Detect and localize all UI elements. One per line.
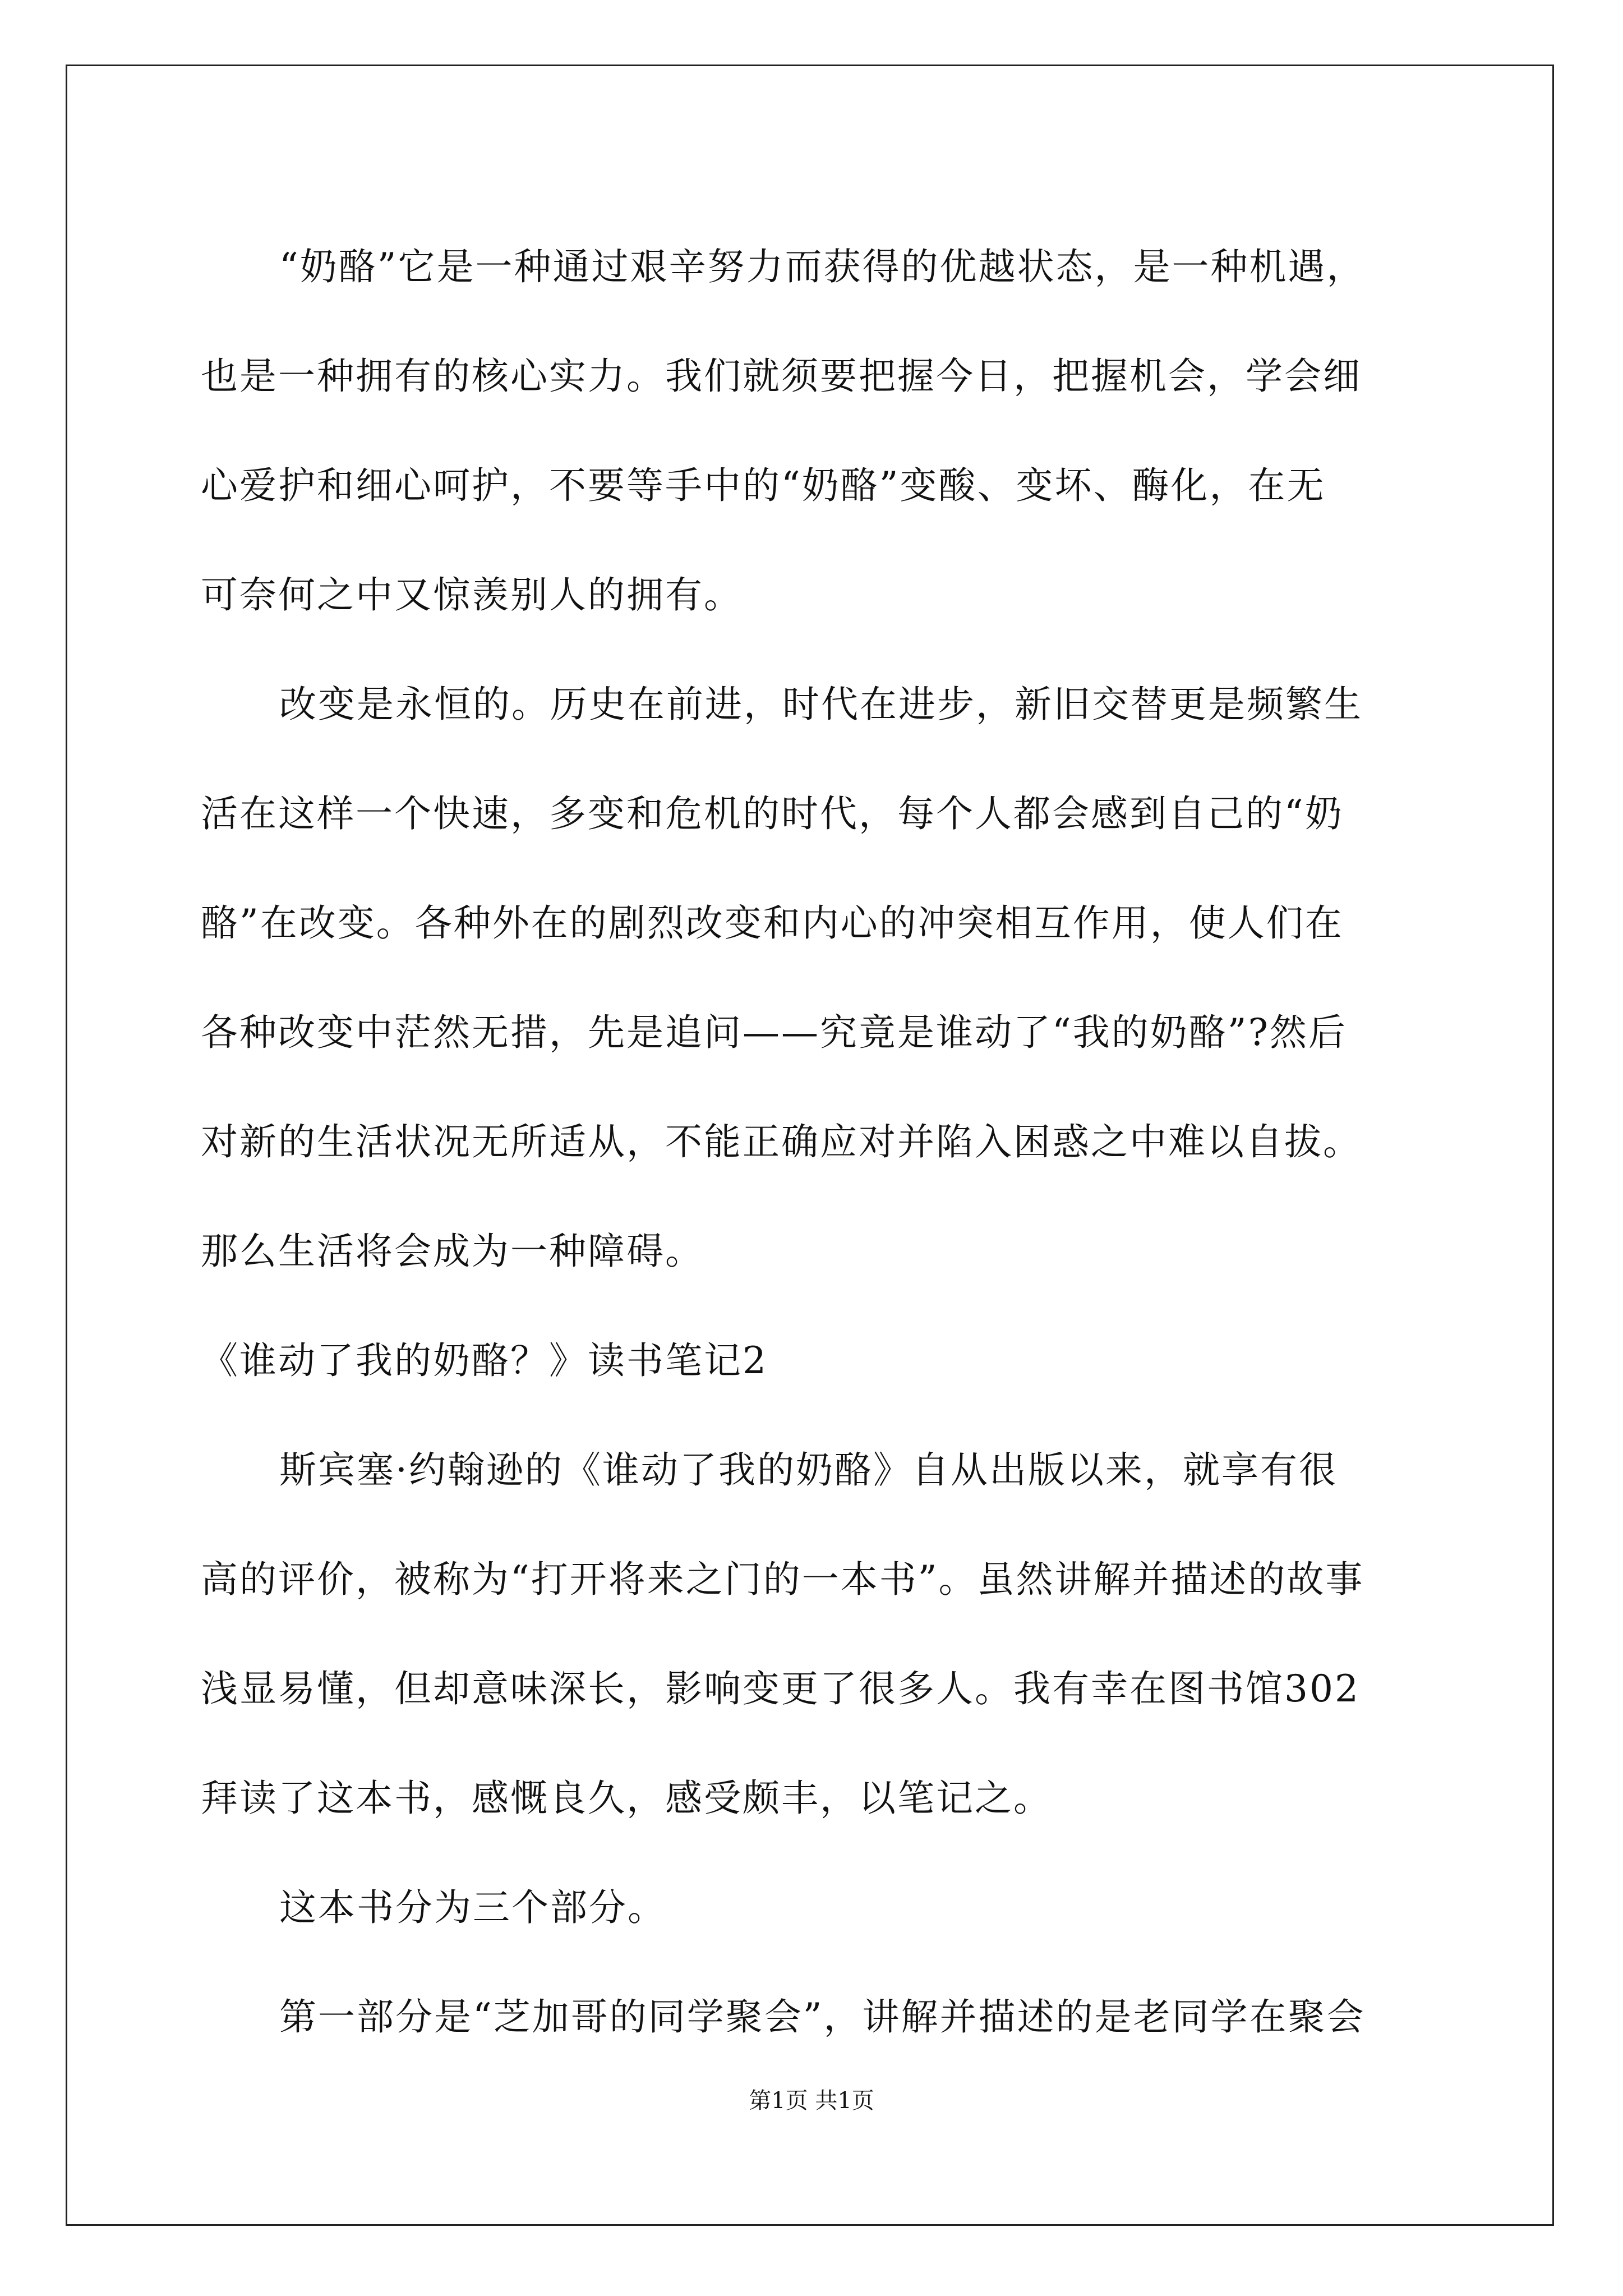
text-line: 对新的生活状况无所适从，不能正确应对并陷入困惑之中难以自拔。 [201, 1120, 1362, 1163]
text-line: 心爱护和细心呵护，不要等手中的“奶酪”变酸、变坏、酶化，在无 [201, 464, 1326, 507]
text-line: 第一部分是“芝加哥的同学聚会”，讲解并描述的是老同学在聚会 [279, 1995, 1366, 2039]
text-line: 可奈何之中又惊羡别人的拥有。 [201, 573, 743, 616]
paragraph [201, 1962, 1422, 2072]
paragraph [201, 650, 1422, 1306]
text-line: 也是一种拥有的核心实力。我们就须要把握今日，把握机会，学会细 [201, 355, 1362, 398]
text-line: 高的评价，被称为“打开将来之门的一本书”。虽然讲解并描述的故事 [201, 1558, 1364, 1601]
text-line: 斯宾塞·约翰逊的《谁动了我的奶酪》自从出版以来，就享有很 [279, 1448, 1338, 1492]
text-line: 那么生活将会成为一种障碍。 [201, 1230, 704, 1273]
text-line: 各种改变中茫然无措，先是追问——究竟是谁动了“我的奶酪”?然后 [201, 1011, 1347, 1054]
paragraph [201, 1306, 1422, 1415]
text-line: 《谁动了我的奶酪？》读书笔记2 [201, 1339, 768, 1382]
text-line: 拜读了这本书，感慨良久，感受颇丰，以笔记之。 [201, 1777, 1052, 1820]
paragraph [201, 1415, 1422, 1853]
document-body [201, 212, 1422, 2072]
text-line: 这本书分为三个部分。 [279, 1886, 666, 1929]
text-line: “奶酪”它是一种通过艰辛努力而获得的优越状态，是一种机遇， [279, 245, 1366, 288]
text-line: 活在这样一个快速，多变和危机的时代，每个人都会感到自己的“奶 [201, 792, 1344, 835]
text-line: 酪”在改变。各种外在的剧烈改变和内心的冲突相互作用，使人们在 [201, 901, 1344, 945]
page-footer: 第1页 共1页 [749, 2088, 874, 2114]
text-line: 改变是永恒的。历史在前进，时代在进步，新旧交替更是频繁生 [279, 683, 1363, 726]
paragraph [201, 212, 1422, 650]
paragraph [201, 1853, 1422, 1962]
text-line: 浅显易懂，但却意味深长，影响变更了很多人。我有幸在图书馆302 [201, 1667, 1360, 1710]
